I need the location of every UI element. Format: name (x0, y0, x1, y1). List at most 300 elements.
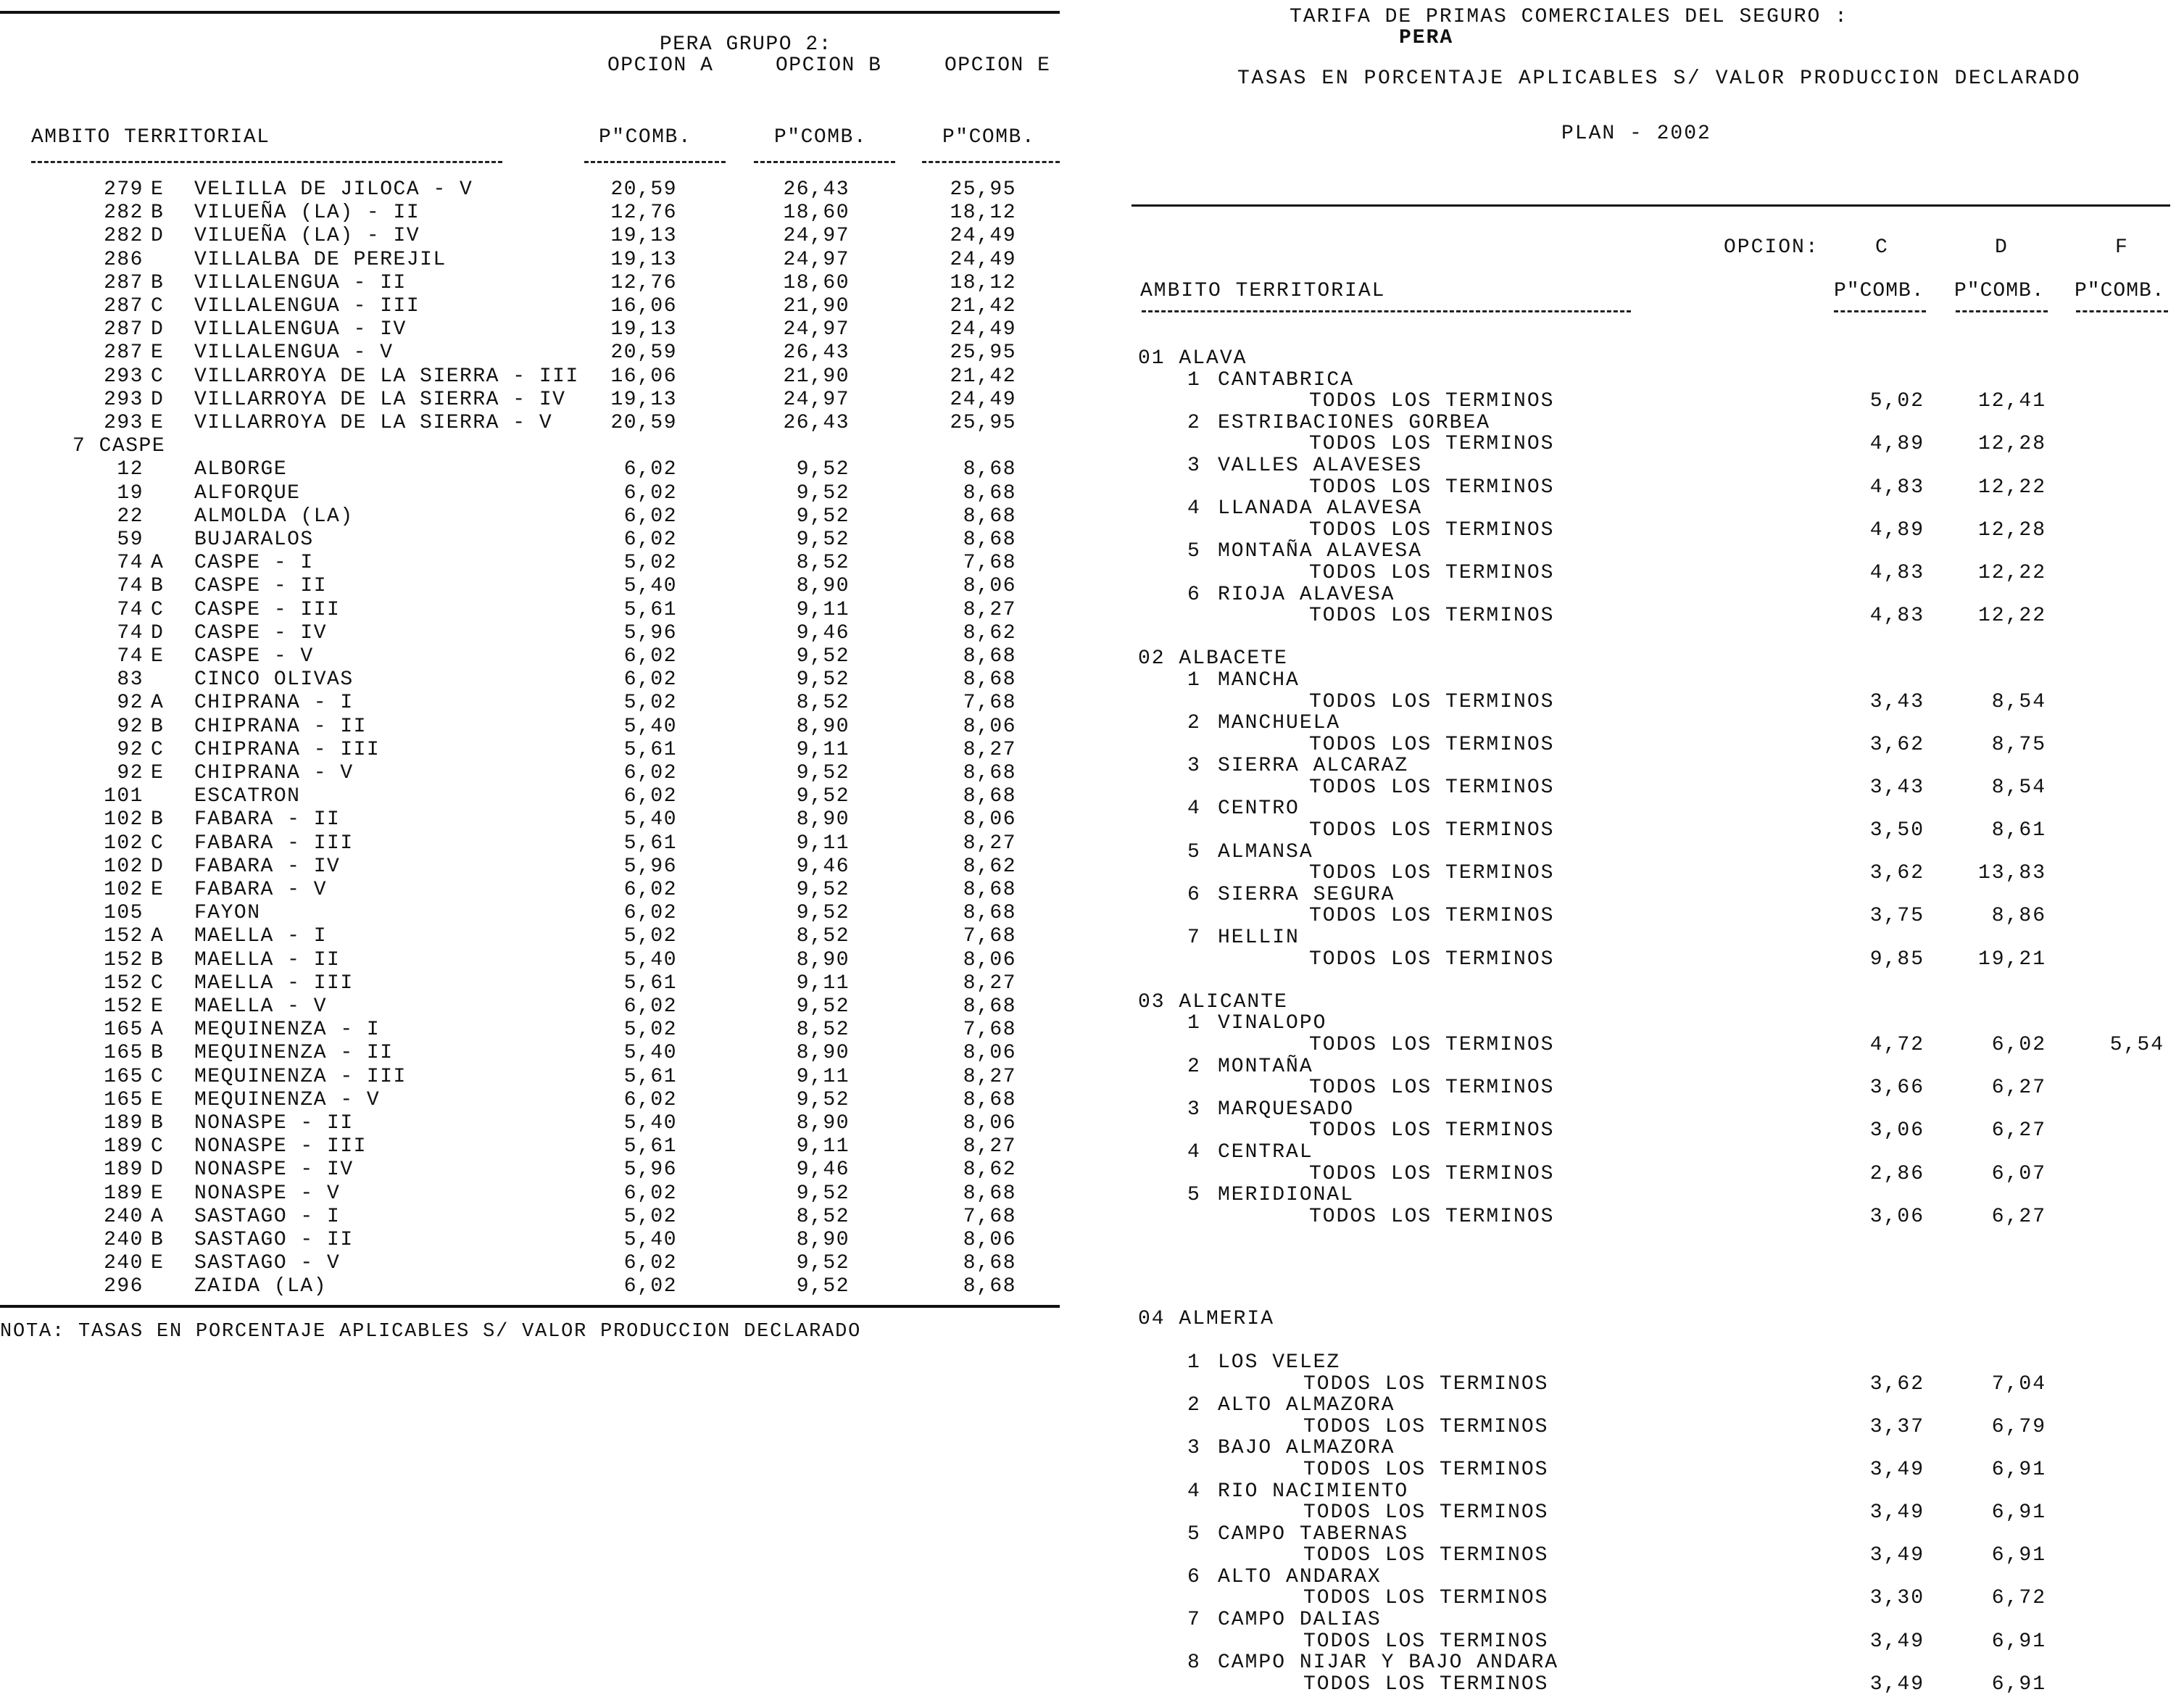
code: 282 (104, 202, 144, 225)
option-b-value: 9,52 (796, 1182, 850, 1205)
option-c-value: 3,43 (1869, 690, 1925, 713)
name: CASPE - IV (194, 621, 328, 644)
comarca-number: 6 (1187, 883, 1201, 906)
table-row (0, 925, 1058, 948)
option-a-header: OPCION A (607, 54, 714, 77)
code: 282 (104, 225, 144, 248)
province-section (1131, 1309, 2175, 1695)
code: 240 (104, 1229, 144, 1251)
pcomb-c-header: P"COMB. (1834, 280, 1925, 302)
table-row (0, 178, 1058, 202)
option-e-value: 25,95 (950, 341, 1016, 365)
option-e-value: 8,68 (963, 785, 1016, 808)
province-section (1131, 348, 2175, 627)
comarca-row (1131, 541, 2175, 563)
option-b-value: 8,52 (796, 552, 850, 575)
option-a-value: 5,96 (623, 1158, 677, 1182)
terminos-label: TODOS LOS TERMINOS (1303, 1415, 1549, 1438)
table-row (0, 458, 1058, 481)
comarca-number: 7 (1187, 926, 1201, 950)
option-a-value: 12,76 (610, 271, 677, 294)
option-a-value: 19,13 (610, 225, 677, 248)
option-b-value: 9,52 (796, 995, 850, 1018)
comarca-number: 4 (1187, 1480, 1201, 1503)
terminos-row (1131, 1120, 2175, 1142)
pcomb-e-header: P"COMB. (942, 126, 1036, 149)
option-d-value: 6,91 (1991, 1458, 2046, 1481)
option-a-value: 5,02 (623, 1205, 677, 1228)
province-name: 04 ALMERIA (1138, 1308, 1275, 1331)
option-a-value: 5,61 (623, 738, 677, 761)
option-b-value: 8,90 (796, 808, 850, 832)
comarca-name: MANCHUELA (1218, 712, 1341, 735)
name: NONASPE - V (194, 1182, 341, 1205)
code: 293 (104, 388, 144, 411)
comarca-number: 5 (1187, 840, 1201, 863)
option-b-value: 9,46 (796, 855, 850, 878)
option-b-value: 9,52 (796, 762, 850, 784)
header-divider (2076, 310, 2168, 312)
code: 83 (117, 668, 144, 692)
comarca-number: 4 (1187, 797, 1201, 821)
option-d-value: 6,27 (1991, 1077, 2046, 1100)
name: NONASPE - II (194, 1112, 354, 1135)
table-row (0, 1182, 1058, 1206)
comarca-row (1131, 1652, 2175, 1674)
option-a-value: 6,02 (623, 879, 677, 901)
option-b-value: 9,52 (796, 528, 850, 551)
terminos-row (1131, 605, 2175, 627)
subzone: C (151, 1065, 165, 1088)
option-c-value: 4,83 (1869, 605, 1925, 628)
option-a-value: 5,61 (623, 971, 677, 995)
comarca-number: 3 (1187, 755, 1201, 778)
terminos-label: TODOS LOS TERMINOS (1309, 1162, 1555, 1185)
option-d-value: 12,28 (1977, 433, 2046, 456)
subzone: D (151, 388, 165, 411)
option-d-value: 8,54 (1991, 776, 2046, 799)
comarca-row (1131, 884, 2175, 906)
option-e-value: 25,95 (950, 412, 1016, 434)
subzone: C (151, 832, 165, 855)
option-a-value: 5,02 (623, 1019, 677, 1042)
comarca-row (1131, 1609, 2175, 1631)
option-e-value: 8,27 (963, 971, 1016, 995)
code: 152 (104, 925, 144, 948)
option-e-value: 7,68 (963, 692, 1016, 715)
option-a-value: 19,13 (610, 388, 677, 411)
option-e-value: 8,06 (963, 808, 1016, 832)
option-e-value: 8,62 (963, 855, 1016, 878)
code: 189 (104, 1135, 144, 1158)
table-row (0, 1089, 1058, 1112)
name: CHIPRANA - V (194, 762, 354, 784)
option-d-value: 6,07 (1991, 1162, 2046, 1185)
code: 165 (104, 1065, 144, 1088)
code: 92 (117, 715, 144, 738)
comarca-row (1131, 798, 2175, 820)
name: CASPE - V (194, 645, 314, 668)
option-c-value: 4,89 (1869, 433, 1925, 456)
comarca-name: MARQUESADO (1218, 1098, 1355, 1121)
code: 189 (104, 1112, 144, 1135)
code: 102 (104, 808, 144, 832)
subzone: B (151, 202, 165, 225)
name: SASTAGO - V (194, 1252, 341, 1275)
subzone: A (151, 1205, 165, 1228)
option-b-value: 8,52 (796, 1019, 850, 1042)
code: 92 (117, 762, 144, 784)
subzone: A (151, 1019, 165, 1042)
option-e-value: 18,12 (950, 271, 1016, 294)
option-c-value: 9,85 (1869, 948, 1925, 971)
document-subtitle: TASAS EN PORCENTAJE APLICABLES S/ VALOR PRODUCCION DECLARADO (1237, 67, 2082, 90)
comarca-row (1131, 1352, 2175, 1374)
option-a-value: 19,13 (610, 248, 677, 271)
option-c-value: 4,83 (1869, 476, 1925, 499)
terminos-row (1131, 1502, 2175, 1524)
document-title: TARIFA DE PRIMAS COMERCIALES DEL SEGURO : (1290, 6, 1848, 28)
option-d-value: 8,75 (1991, 733, 2046, 756)
terminos-row (1131, 563, 2175, 584)
ambito-header: AMBITO TERRITORIAL (1140, 280, 1386, 302)
terminos-row (1131, 863, 2175, 884)
province-header (1131, 648, 2175, 670)
comarca-name: VALLES ALAVESES (1218, 454, 1423, 477)
option-a-value: 6,02 (623, 481, 677, 505)
terminos-label: TODOS LOS TERMINOS (1309, 1077, 1555, 1100)
comarca-name: MONTAÑA ALAVESA (1218, 540, 1423, 563)
option-a-value: 6,02 (623, 1252, 677, 1275)
code: 74 (117, 575, 144, 598)
table-row (0, 1066, 1058, 1089)
header-divider (1956, 310, 2048, 312)
table-row (0, 692, 1058, 715)
table-row (0, 1112, 1058, 1135)
bottom-rule (0, 1305, 1060, 1308)
code: 105 (104, 902, 144, 925)
option-e-value: 8,68 (963, 1088, 1016, 1111)
option-c-value: 5,02 (1869, 390, 1925, 413)
comarca-name: HELLIN (1218, 926, 1300, 950)
name: CASPE - III (194, 598, 341, 621)
name: ESCATRON (194, 785, 301, 808)
name: VILLARROYA DE LA SIERRA - V (194, 412, 553, 434)
option-b-header: OPCION B (776, 54, 882, 77)
table-row (0, 1042, 1058, 1065)
option-c-value: 3,49 (1869, 1458, 1925, 1481)
terminos-row (1131, 1674, 2175, 1696)
option-d-value: 19,21 (1977, 948, 2046, 971)
subzone: C (151, 738, 165, 761)
comarca-number: 2 (1187, 1394, 1201, 1417)
comarca-number: 1 (1187, 1012, 1201, 1035)
option-a-value: 5,40 (623, 808, 677, 832)
option-a-value: 20,59 (610, 178, 677, 201)
option-b-value: 18,60 (783, 202, 850, 225)
table-row (0, 902, 1058, 925)
option-a-value: 5,02 (623, 552, 677, 575)
option-b-value: 9,11 (796, 971, 850, 995)
option-c-value: 3,62 (1869, 1372, 1925, 1396)
comarca-number: 1 (1187, 1351, 1201, 1374)
right-table-body (1131, 348, 2175, 1695)
terminos-label: TODOS LOS TERMINOS (1309, 605, 1555, 628)
option-e-value: 8,06 (963, 948, 1016, 971)
terminos-label: TODOS LOS TERMINOS (1309, 1034, 1555, 1056)
table-row (0, 552, 1058, 575)
comarca-number: 3 (1187, 454, 1201, 477)
option-b-value: 24,97 (783, 225, 850, 248)
option-e-value: 8,06 (963, 715, 1016, 738)
option-b-value: 8,90 (796, 948, 850, 971)
option-a-value: 5,61 (623, 598, 677, 621)
province-name: 01 ALAVA (1138, 347, 1247, 370)
table-row (0, 762, 1058, 785)
subzone: E (151, 645, 165, 668)
option-e-value: 8,68 (963, 762, 1016, 784)
comarca-row (1131, 498, 2175, 520)
option-e-value: 8,68 (963, 668, 1016, 692)
comarca-row (1131, 1056, 2175, 1078)
code: 59 (117, 528, 144, 551)
option-b-value: 9,11 (796, 1135, 850, 1158)
terminos-row (1131, 1545, 2175, 1567)
option-a-value: 6,02 (623, 645, 677, 668)
terminos-label: TODOS LOS TERMINOS (1309, 1119, 1555, 1143)
option-a-value: 5,40 (623, 1042, 677, 1065)
option-a-value: 5,02 (623, 692, 677, 715)
subzone: D (151, 225, 165, 248)
subzone: B (151, 948, 165, 971)
code: 189 (104, 1182, 144, 1205)
option-b-value: 9,11 (796, 1065, 850, 1088)
terminos-row (1131, 1164, 2175, 1185)
option-c-value: 3,06 (1869, 1119, 1925, 1143)
terminos-label: TODOS LOS TERMINOS (1309, 1205, 1555, 1228)
name: VILUEÑA (LA) - IV (194, 225, 420, 248)
option-d-value: 6,91 (1991, 1544, 2046, 1567)
header-divider (1834, 310, 1926, 312)
option-d-value: 8,54 (1991, 690, 2046, 713)
code: 189 (104, 1158, 144, 1182)
option-c-value: 4,83 (1869, 561, 1925, 584)
name: MEQUINENZA - I (194, 1019, 381, 1042)
comarca-name: RIOJA ALAVESA (1218, 583, 1395, 606)
opcion-label: OPCION: (1724, 236, 1819, 259)
group-row (0, 435, 1058, 458)
comarca-row (1131, 842, 2175, 863)
table-row (0, 599, 1058, 622)
terminos-row (1131, 777, 2175, 799)
comarca-name: CENTRO (1218, 797, 1300, 821)
table-row (0, 272, 1058, 295)
terminos-row (1131, 520, 2175, 542)
name: MEQUINENZA - V (194, 1088, 381, 1111)
terminos-label: TODOS LOS TERMINOS (1309, 862, 1555, 885)
option-e-value: 24,49 (950, 248, 1016, 271)
subzone: B (151, 808, 165, 832)
code: 74 (117, 621, 144, 644)
option-b-value: 24,97 (783, 318, 850, 341)
code: 92 (117, 692, 144, 715)
code: 287 (104, 318, 144, 341)
terminos-row (1131, 1077, 2175, 1099)
code: 74 (117, 552, 144, 575)
comarca-number: 6 (1187, 1565, 1201, 1588)
option-d-value: 6,91 (1991, 1672, 2046, 1696)
code: 102 (104, 879, 144, 901)
name: ALMOLDA (LA) (194, 505, 354, 528)
table-row (0, 832, 1058, 855)
subzone: B (151, 715, 165, 738)
terminos-label: TODOS LOS TERMINOS (1303, 1501, 1549, 1525)
province-name: 03 ALICANTE (1138, 990, 1288, 1013)
table-row (0, 225, 1058, 248)
option-a-value: 6,02 (623, 762, 677, 784)
province-section (1131, 648, 2175, 970)
table-row (0, 1019, 1058, 1042)
code: 287 (104, 271, 144, 294)
option-b-value: 8,90 (796, 1112, 850, 1135)
comarca-name: ESTRIBACIONES GORBEA (1218, 411, 1491, 434)
option-e-value: 8,62 (963, 621, 1016, 644)
option-a-value: 5,02 (623, 925, 677, 948)
terminos-label: TODOS LOS TERMINOS (1309, 390, 1555, 413)
option-b-value: 9,46 (796, 621, 850, 644)
option-a-value: 6,02 (623, 1275, 677, 1298)
option-b-value: 9,11 (796, 598, 850, 621)
table-row (0, 1135, 1058, 1158)
option-a-value: 5,40 (623, 948, 677, 971)
header-divider (754, 161, 895, 163)
subzone: E (151, 1182, 165, 1205)
option-b-value: 24,97 (783, 248, 850, 271)
name: ALFORQUE (194, 481, 301, 505)
option-b-value: 8,52 (796, 1205, 850, 1228)
option-e-value: 8,06 (963, 575, 1016, 598)
option-e-value: 8,68 (963, 645, 1016, 668)
subzone: C (151, 598, 165, 621)
option-e-value: 24,49 (950, 225, 1016, 248)
option-a-value: 6,02 (623, 458, 677, 481)
subzone: E (151, 1252, 165, 1275)
name: ALBORGE (194, 458, 288, 481)
option-e-value: 8,27 (963, 1135, 1016, 1158)
footnote: NOTA: TASAS EN PORCENTAJE APLICABLES S/ VALOR PRODUCCION DECLARADO (0, 1321, 862, 1343)
table-row (0, 389, 1058, 412)
terminos-label: TODOS LOS TERMINOS (1309, 690, 1555, 713)
comarca-row (1131, 1099, 2175, 1121)
comarca-name: LOS VELEZ (1218, 1351, 1341, 1374)
option-a-value: 16,06 (610, 295, 677, 318)
ambito-header: AMBITO TERRITORIAL (31, 126, 270, 149)
terminos-label: TODOS LOS TERMINOS (1309, 733, 1555, 756)
comarca-row (1131, 670, 2175, 692)
comarca-row (1131, 1438, 2175, 1459)
subzone: D (151, 318, 165, 341)
name: FABARA - II (194, 808, 341, 832)
option-a-value: 5,61 (623, 1065, 677, 1088)
option-b-value: 9,11 (796, 832, 850, 855)
terminos-row (1131, 1206, 2175, 1228)
subzone: E (151, 995, 165, 1018)
name: MAELLA - III (194, 971, 354, 995)
name: VILLALENGUA - II (194, 271, 407, 294)
option-e-value: 8,68 (963, 879, 1016, 901)
option-e-value: 25,95 (950, 178, 1016, 201)
option-b-value: 9,52 (796, 902, 850, 925)
option-e-value: 7,68 (963, 1205, 1016, 1228)
subzone: E (151, 1088, 165, 1111)
code: 102 (104, 855, 144, 878)
option-b-value: 26,43 (783, 178, 850, 201)
name: VILLALENGUA - IV (194, 318, 407, 341)
option-c-value: 3,62 (1869, 862, 1925, 885)
option-a-value: 20,59 (610, 341, 677, 365)
subzone: E (151, 879, 165, 901)
comarca-number: 4 (1187, 1140, 1201, 1164)
option-c-value: 3,50 (1869, 819, 1925, 842)
terminos-row (1131, 477, 2175, 499)
terminos-row (1131, 692, 2175, 713)
province-header (1131, 1309, 2175, 1330)
option-b-value: 9,52 (796, 668, 850, 692)
option-b-value: 9,52 (796, 481, 850, 505)
plan-year: PLAN - 2002 (1561, 123, 1711, 145)
code: 12 (117, 458, 144, 481)
terminos-row (1131, 1588, 2175, 1609)
comarca-row (1131, 755, 2175, 777)
terminos-label: TODOS LOS TERMINOS (1303, 1672, 1549, 1696)
comarca-number: 2 (1187, 712, 1201, 735)
code: 240 (104, 1205, 144, 1228)
table-row (0, 622, 1058, 645)
terminos-label: TODOS LOS TERMINOS (1309, 433, 1555, 456)
option-c-value: 2,86 (1869, 1162, 1925, 1185)
table-row (0, 668, 1058, 692)
option-d-value: 13,83 (1977, 862, 2046, 885)
comarca-row (1131, 1013, 2175, 1034)
option-b-value: 8,52 (796, 925, 850, 948)
comarca-row (1131, 713, 2175, 734)
comarca-number: 8 (1187, 1651, 1201, 1675)
option-b-value: 9,52 (796, 879, 850, 901)
name: VILLALBA DE PEREJIL (194, 248, 447, 271)
code: 279 (104, 178, 144, 201)
name: ZAIDA (LA) (194, 1275, 328, 1298)
comarca-number: 5 (1187, 1184, 1201, 1207)
table-row (0, 318, 1058, 341)
option-c-value: 3,49 (1869, 1544, 1925, 1567)
option-a-value: 16,06 (610, 365, 677, 388)
name: FABARA - IV (194, 855, 341, 878)
terminos-row (1131, 1034, 2175, 1056)
option-e-value: 8,27 (963, 598, 1016, 621)
option-e-value: 7,68 (963, 1019, 1016, 1042)
comarca-number: 4 (1187, 497, 1201, 521)
table-row (0, 575, 1058, 598)
comarca-name: RIO NACIMIENTO (1218, 1480, 1409, 1503)
comarca-name: LLANADA ALAVESA (1218, 497, 1423, 521)
table-row (0, 879, 1058, 902)
header-divider (922, 161, 1060, 163)
comarca-name: SIERRA SEGURA (1218, 883, 1395, 906)
option-c-value: 3,62 (1869, 733, 1925, 756)
code: 101 (104, 785, 144, 808)
option-a-value: 6,02 (623, 528, 677, 551)
option-c-value: 3,06 (1869, 1205, 1925, 1228)
